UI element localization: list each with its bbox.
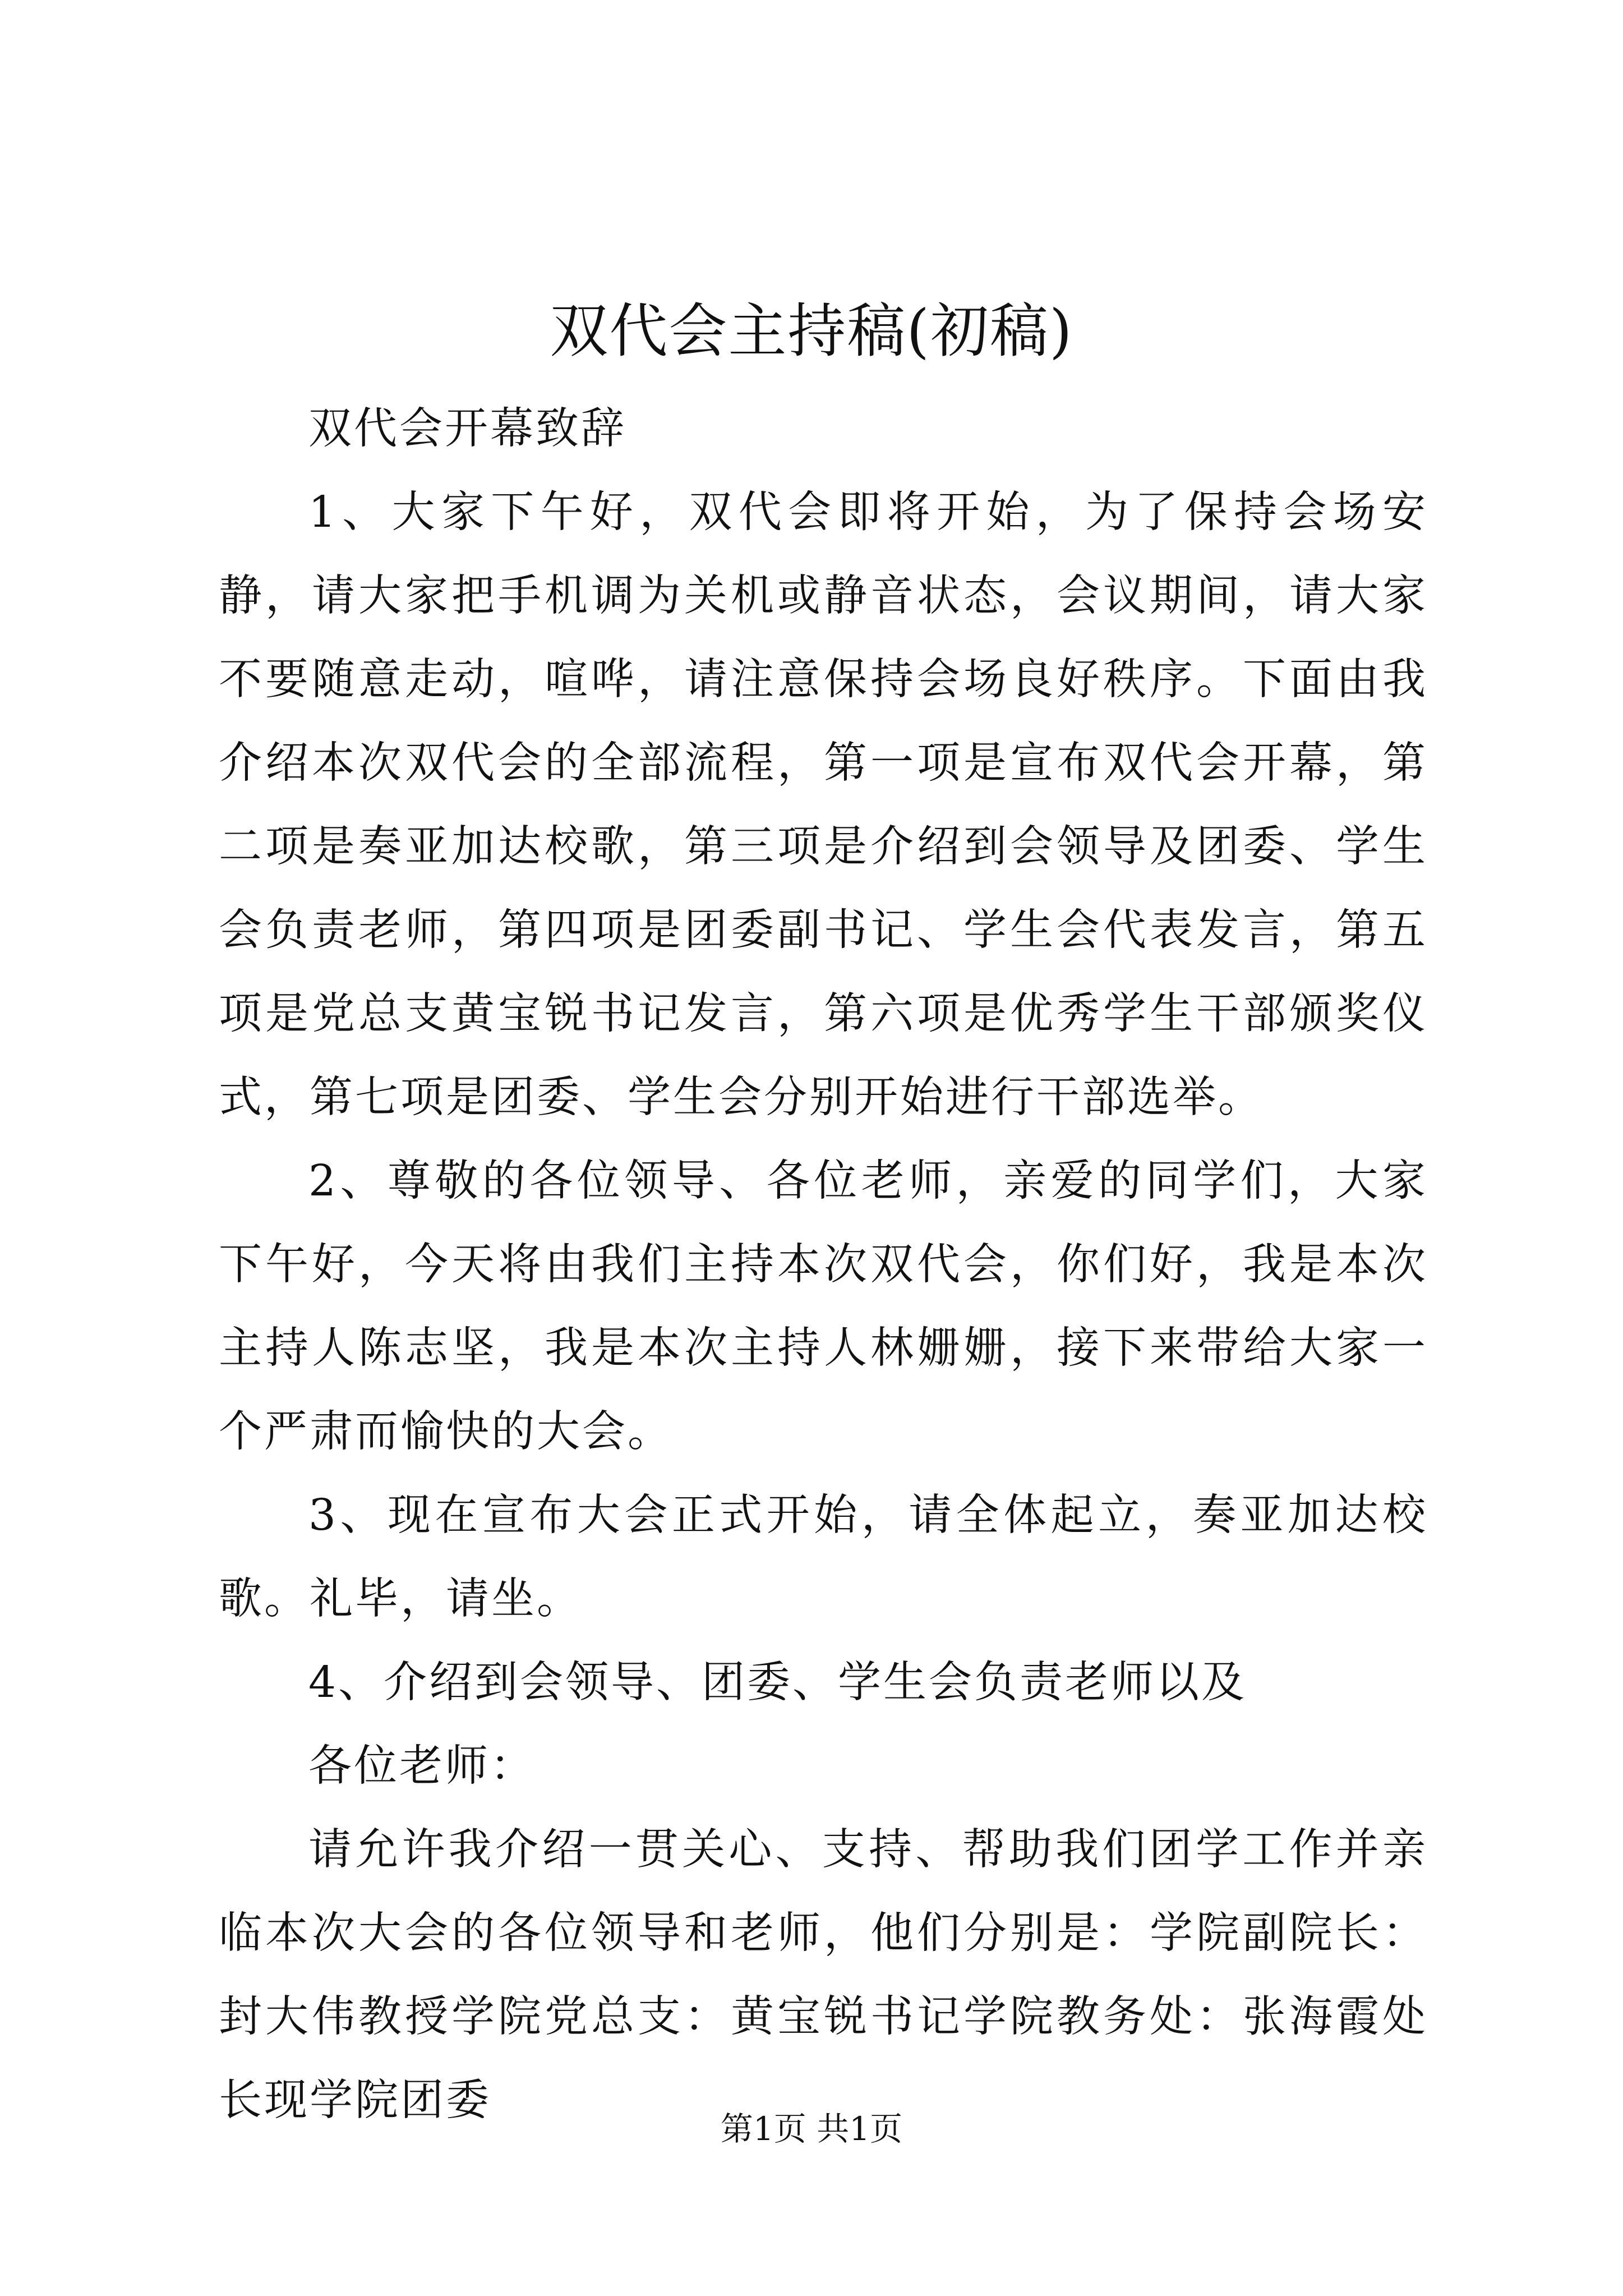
paragraph-4: 4、介绍到会领导、团委、学生会负责老师以及 xyxy=(308,1658,1247,1708)
paragraph-heading: 双代会开幕致辞 xyxy=(308,404,626,454)
document-title: 双代会主持稿(初稿) xyxy=(550,297,1073,365)
paragraph-2: 2、尊敬的各位领导、各位老师，亲爱的同学们，大家下午好，今天将由我们主持本次双代会，你们好，我是本次主持人陈志坚，我是本次主持人林姗姗，接下来带给大家一个严肃而愉快的大会。 xyxy=(219,1156,1428,1457)
paragraph-1: 1、大家下午好，双代会即将开始，为了保持会场安静，请大家把手机调为关机或静音状态，会议期间，请大家不要随意走动，喧哗，请注意保持会场良好秩序。下面由我介绍本次双代会的全部流程，第一项是宣布双代会开幕，第二项是奏亚加达校歌，第三项是介绍到会领导及团委、学生会负责老师，第四项是团委副书记、学生会代表发言，第五项是党总支黄宝锐书记发言，第六项是优秀学生干部颁奖仪式，第七项是团委、学生会分别开始进行干部选举。 xyxy=(219,487,1428,1122)
paragraph-salutation: 各位老师： xyxy=(308,1741,536,1791)
page-footer: 第1页 共1页 xyxy=(720,2110,903,2148)
document-body xyxy=(219,387,1428,2142)
paragraph-3: 3、现在宣布大会正式开始，请全体起立，奏亚加达校歌。礼毕，请坐。 xyxy=(219,1490,1428,1624)
paragraph-introduction: 请允许我介绍一贯关心、支持、帮助我们团学工作并亲临本次大会的各位领导和老师，他们分别是：学院副院长：封大伟教授学院党总支：黄宝锐书记学院教务处：张海霞处长现学院团委 xyxy=(219,1825,1428,2125)
